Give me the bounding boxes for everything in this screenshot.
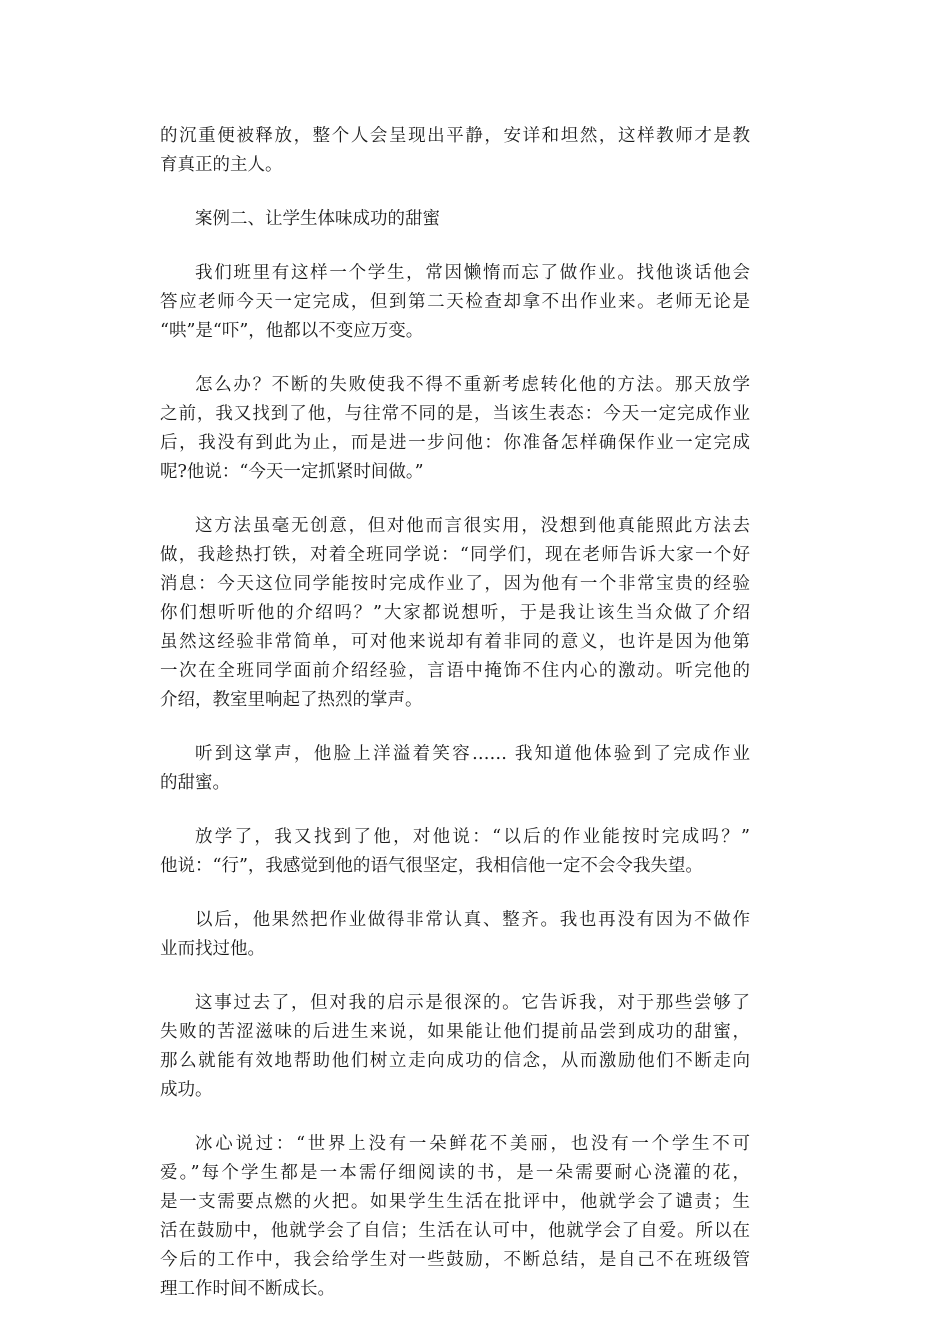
- text-line: 答应老师今天一定完成，但到第二天检查却拿不出作业来。老师无论是: [160, 292, 750, 312]
- text-line: 放学了，我又找到了他，对他说：“以后的作业能按时完成吗？”: [195, 827, 750, 847]
- text-line: 爱。”每个学生都是一本需仔细阅读的书，是一朵需要耐心浇灌的花，: [160, 1163, 750, 1183]
- text-line: 做，我趁热打铁，对着全班同学说：“同学们，现在老师告诉大家一个好: [160, 545, 750, 565]
- text-line: 听到这掌声，他脸上洋溢着笑容…… 我知道他体验到了完成作业: [195, 744, 750, 764]
- paragraph: [160, 989, 750, 1105]
- text-line: 怎么办？不断的失败使我不得不重新考虑转化他的方法。那天放学: [195, 375, 750, 395]
- text-line: 成功。: [160, 1080, 213, 1100]
- paragraph: [160, 371, 750, 487]
- text-line: 消息：今天这位同学能按时完成作业了，因为他有一个非常宝贵的经验: [160, 574, 750, 594]
- paragraph: [160, 512, 750, 715]
- text-line: 的甜蜜。: [160, 773, 230, 793]
- text-line: 以后，他果然把作业做得非常认真、整齐。我也再没有因为不做作: [195, 910, 750, 930]
- text-line: 介绍，教室里响起了热烈的掌声。: [160, 690, 423, 710]
- paragraph: [160, 122, 750, 180]
- text-line: “哄”是“吓”，他都以不变应万变。: [160, 321, 424, 341]
- paragraph: [160, 740, 750, 798]
- text-line: 案例二、让学生体味成功的甜蜜: [195, 209, 440, 229]
- text-line: 我们班里有这样一个学生，常因懒惰而忘了做作业。找他谈话他会: [195, 263, 750, 283]
- text-line: 活在鼓励中，他就学会了自信；生活在认可中，他就学会了自爱。所以在: [160, 1221, 750, 1241]
- paragraph: [160, 906, 750, 964]
- text-line: 业而找过他。: [160, 939, 265, 959]
- text-line: 后，我没有到此为止，而是进一步问他：你准备怎样确保作业一定完成: [160, 433, 750, 453]
- text-line: 的沉重便被释放，整个人会呈现出平静，安详和坦然，这样教师才是教: [160, 126, 750, 146]
- text-line: 是一支需要点燃的火把。如果学生生活在批评中，他就学会了谴责；生: [160, 1192, 750, 1212]
- section-heading: [160, 205, 750, 234]
- text-line: 呢?他说：“今天一定抓紧时间做。”: [160, 462, 424, 482]
- document-page: [160, 122, 750, 1329]
- text-line: 那么就能有效地帮助他们树立走向成功的信念，从而激励他们不断走向: [160, 1051, 750, 1071]
- text-line: 一次在全班同学面前介绍经验，言语中掩饰不住内心的激动。听完他的: [160, 661, 750, 681]
- text-line: 虽然这经验非常简单，可对他来说却有着非同的意义，也许是因为他第: [160, 632, 750, 652]
- text-line: 你们想听听他的介绍吗？”大家都说想听，于是我让该生当众做了介绍: [160, 603, 750, 623]
- text-line: 他说：“行”，我感觉到他的语气很坚定，我相信他一定不会令我失望。: [160, 856, 703, 876]
- text-line: 育真正的主人。: [160, 155, 283, 175]
- text-line: 冰心说过：“世界上没有一朵鲜花不美丽，也没有一个学生不可: [195, 1134, 750, 1154]
- paragraph: [160, 1130, 750, 1304]
- text-line: 理工作时间不断成长。: [160, 1279, 335, 1299]
- text-line: 今后的工作中，我会给学生对一些鼓励，不断总结，是自己不在班级管: [160, 1250, 750, 1270]
- paragraph: [160, 259, 750, 346]
- text-line: 之前，我又找到了他，与往常不同的是，当该生表态：今天一定完成作业: [160, 404, 750, 424]
- text-line: 这事过去了，但对我的启示是很深的。它告诉我，对于那些尝够了: [195, 993, 750, 1013]
- paragraph: [160, 823, 750, 881]
- text-line: 这方法虽毫无创意，但对他而言很实用，没想到他真能照此方法去: [195, 516, 750, 536]
- text-line: 失败的苦涩滋味的后进生来说，如果能让他们提前品尝到成功的甜蜜，: [160, 1022, 750, 1042]
